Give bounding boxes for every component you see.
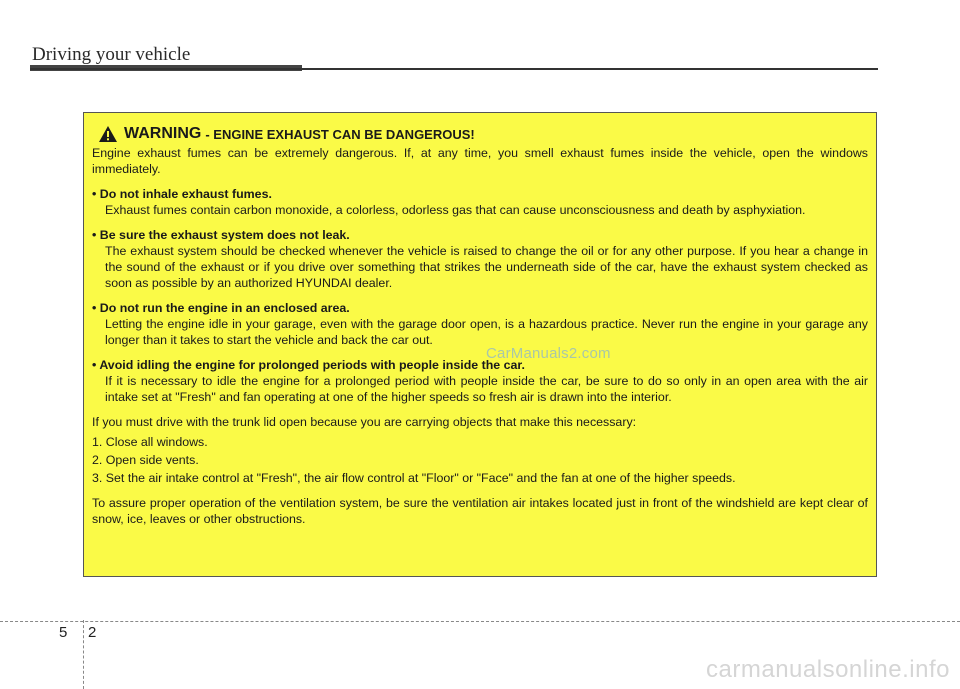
list-item: 2. Open side vents. (92, 453, 199, 467)
bullet-body: The exhaust system should be checked whenever the vehicle is raised to change the oil or for any other purpose. If you hear a change in the sound of the exhaust or if you drive over something that strikes the underneath side of the car, have the exhaust system checked as soon as possible by an authorized HYUNDAI dealer. (105, 244, 868, 290)
footer-site-watermark: carmanualsonline.info (706, 656, 950, 683)
warning-box (83, 112, 877, 577)
warning-label: WARNING (124, 125, 202, 142)
closing-paragraph: To assure proper operation of the ventilation system, be sure the ventilation air intakes located just in front of the windshield are kept clear of snow, ice, leaves or other obstructions. (92, 496, 868, 526)
trunk-intro: If you must drive with the trunk lid open because you are carrying objects that make this necessary: (92, 415, 637, 429)
warning-heading-row (98, 121, 868, 143)
bullet-title: • Be sure the exhaust system does not leak. (92, 228, 350, 242)
warning-subheading: - ENGINE EXHAUST CAN BE DANGEROUS! (205, 127, 475, 142)
warning-triangle-icon (98, 125, 118, 143)
bullet-body: If it is necessary to idle the engine for a prolonged period with people inside the car, be sure to do so only in an open area with the air intake set at "Fresh" and fan operating at one of the higher speeds so fresh air is drawn into the interior. (105, 374, 868, 404)
watermark-text: CarManuals2.com (486, 345, 611, 362)
bullet-title: • Do not run the engine in an enclosed area. (92, 301, 350, 315)
bullet-title: • Do not inhale exhaust fumes. (92, 187, 272, 201)
steps-list (92, 434, 868, 486)
header-rule (30, 68, 878, 70)
list-item: 3. Set the air intake control at "Fresh", the air flow control at "Floor" or "Face" and the fan at one of the higher speeds. (92, 471, 736, 485)
list-item: 1. Close all windows. (92, 435, 208, 449)
page-number: 2 (88, 624, 97, 641)
warning-intro: Engine exhaust fumes can be extremely dangerous. If, at any time, you smell exhaust fumes inside the vehicle, open the windows immediately. (92, 146, 868, 176)
bullet-title: • Avoid idling the engine for prolonged periods with people inside the car. (92, 358, 525, 372)
footer-rule (0, 621, 960, 622)
bullet-body: Exhaust fumes contain carbon monoxide, a colorless, odorless gas that can cause unconsciousness and death by asphyxiation. (105, 203, 806, 217)
page-header-title: Driving your vehicle (32, 44, 191, 65)
chapter-number: 5 (59, 624, 68, 641)
footer-divider (83, 620, 85, 689)
bullet-body: Letting the engine idle in your garage, even with the garage door open, is a hazardous practice. Never run the engine in your garage any longer than it takes to start the vehicle and back the car out. (105, 317, 868, 347)
